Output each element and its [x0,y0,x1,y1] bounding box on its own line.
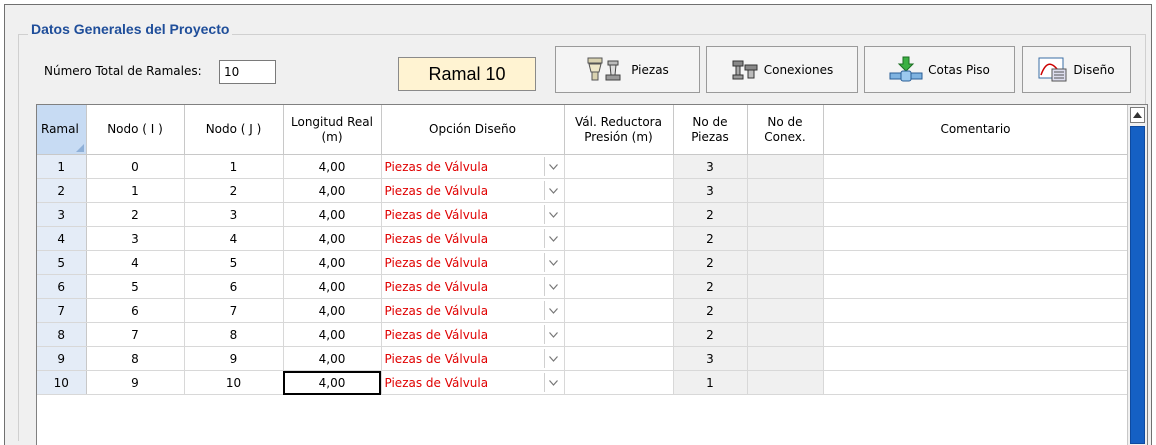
cell-longitud[interactable]: 4,00 [283,347,381,371]
table-row[interactable] [37,179,1128,203]
cell-opcion[interactable] [381,251,564,275]
opcion-value: Piezas de Válvula [384,375,489,390]
cell-comentario[interactable] [823,347,1128,371]
cell-nodo-j[interactable]: 4 [184,227,283,251]
vertical-scrollbar[interactable] [1127,105,1147,445]
cell-piezas[interactable]: 3 [673,179,747,203]
cell-nodo-i[interactable]: 7 [86,323,184,347]
table-row[interactable] [37,299,1128,323]
cell-conexiones[interactable] [747,371,823,395]
cell-ramal: 6 [37,275,86,299]
cell-opcion[interactable] [381,155,564,179]
cell-nodo-j[interactable]: 2 [184,179,283,203]
cell-valvula[interactable] [564,179,673,203]
opcion-value: Piezas de Válvula [384,351,489,366]
cell-longitud[interactable]: 4,00 [283,155,381,179]
cell-ramal: 7 [37,299,86,323]
cell-ramal: 1 [37,155,86,179]
cell-valvula[interactable] [564,347,673,371]
piezas-button[interactable] [555,46,700,93]
ramales-table [37,105,1129,395]
chevron-down-icon[interactable] [544,301,563,320]
cell-valvula[interactable] [564,299,673,323]
cell-longitud[interactable]: 4,00 [283,179,381,203]
cell-nodo-i[interactable]: 9 [86,371,184,395]
opcion-value: Piezas de Válvula [384,327,489,342]
cell-opcion[interactable] [381,299,564,323]
cell-conexiones[interactable] [747,323,823,347]
opcion-value: Piezas de Válvula [384,231,489,246]
cell-nodo-i[interactable]: 3 [86,227,184,251]
cell-piezas[interactable]: 2 [673,227,747,251]
opcion-value: Piezas de Válvula [384,183,489,198]
cell-opcion[interactable] [381,347,564,371]
chevron-down-icon[interactable] [544,181,563,200]
scroll-thumb[interactable] [1130,126,1145,444]
table-row[interactable] [37,227,1128,251]
cell-nodo-i[interactable]: 8 [86,347,184,371]
total-ramales-label: Número Total de Ramales: [44,64,202,78]
cell-comentario[interactable] [823,179,1128,203]
diseno-button-label: Diseño [1073,62,1115,77]
cell-opcion[interactable] [381,371,564,395]
col-header-ramal[interactable]: Ramal [37,105,86,155]
cell-piezas[interactable]: 3 [673,155,747,179]
cell-nodo-j[interactable]: 8 [184,323,283,347]
col-header-nodo-i[interactable]: Nodo ( I ) [86,105,184,155]
cell-nodo-i[interactable]: 5 [86,275,184,299]
diseno-button[interactable] [1022,46,1131,93]
scroll-up-icon[interactable] [1130,107,1145,123]
cell-piezas[interactable]: 2 [673,251,747,275]
cotas-piso-button-label: Cotas Piso [928,62,990,77]
cell-longitud[interactable]: 4,00 [283,275,381,299]
col-header-nodo-j[interactable]: Nodo ( J ) [184,105,283,155]
conexiones-button[interactable] [706,46,858,93]
opcion-value: Piezas de Válvula [384,255,489,270]
cell-nodo-j[interactable]: 3 [184,203,283,227]
chevron-down-icon[interactable] [544,205,563,224]
cell-nodo-j[interactable]: 6 [184,275,283,299]
group-title: Datos Generales del Proyecto [28,21,232,37]
cell-nodo-i[interactable]: 1 [86,179,184,203]
cell-conexiones[interactable] [747,179,823,203]
cell-valvula[interactable] [564,203,673,227]
chevron-down-icon[interactable] [544,325,563,344]
cell-piezas[interactable]: 2 [673,299,747,323]
cell-piezas[interactable]: 2 [673,323,747,347]
cell-ramal: 3 [37,203,86,227]
cell-conexiones[interactable] [747,227,823,251]
cell-nodo-j[interactable]: 10 [184,371,283,395]
cell-ramal: 9 [37,347,86,371]
cell-longitud[interactable]: 4,00 [283,203,381,227]
cell-nodo-i[interactable]: 0 [86,155,184,179]
cell-conexiones[interactable] [747,299,823,323]
col-header-comentario[interactable]: Comentario [823,105,1128,155]
conexiones-button-label: Conexiones [763,62,834,77]
table-row[interactable] [37,275,1128,299]
cell-nodo-j[interactable]: 5 [184,251,283,275]
cell-valvula[interactable] [564,371,673,395]
cell-comentario[interactable] [823,203,1128,227]
cell-ramal: 5 [37,251,86,275]
cell-comentario[interactable] [823,371,1128,395]
col-header-longitud[interactable]: Longitud Real (m) [283,105,381,155]
cell-nodo-i[interactable]: 4 [86,251,184,275]
total-ramales-input[interactable]: 10 [219,60,276,84]
cell-comentario[interactable] [823,275,1128,299]
cell-comentario[interactable] [823,227,1128,251]
col-header-valvula[interactable]: Vál. Reductora Presión (m) [564,105,673,155]
opcion-value: Piezas de Válvula [384,303,489,318]
cell-nodo-j[interactable]: 9 [184,347,283,371]
cell-ramal: 2 [37,179,86,203]
table-row[interactable] [37,371,1128,395]
col-header-piezas[interactable]: No de Piezas [673,105,747,155]
cell-piezas[interactable]: 1 [673,371,747,395]
cell-opcion[interactable] [381,203,564,227]
cell-nodo-i[interactable]: 6 [86,299,184,323]
cell-ramal: 10 [37,371,86,395]
cell-longitud[interactable]: 4,00 [283,227,381,251]
cell-piezas[interactable]: 2 [673,203,747,227]
cell-longitud[interactable]: 4,00 [283,299,381,323]
col-header-conexiones[interactable]: No de Conex. [747,105,823,155]
table-row[interactable] [37,347,1128,371]
cell-opcion[interactable] [381,227,564,251]
cell-comentario[interactable] [823,251,1128,275]
cell-conexiones[interactable] [747,155,823,179]
cell-nodo-j[interactable]: 7 [184,299,283,323]
opcion-value: Piezas de Válvula [384,207,489,222]
cell-ramal: 8 [37,323,86,347]
curve-chart-icon [1038,57,1068,83]
table-row[interactable] [37,155,1128,179]
cell-valvula[interactable] [564,227,673,251]
cell-nodo-j[interactable]: 1 [184,155,283,179]
chevron-down-icon[interactable] [544,253,563,272]
sort-indicator-icon [76,144,84,152]
cell-nodo-i[interactable]: 2 [86,203,184,227]
chevron-down-icon[interactable] [544,349,563,368]
cell-conexiones[interactable] [747,203,823,227]
table-row[interactable] [37,251,1128,275]
table-row[interactable] [37,203,1128,227]
pipe-arrow-icon [889,55,923,85]
cell-longitud[interactable]: 4,00 [283,251,381,275]
cell-piezas[interactable]: 2 [673,275,747,299]
toilet-faucet-icon [586,55,626,85]
chevron-down-icon[interactable] [544,157,563,176]
ramales-grid[interactable] [36,104,1148,445]
cell-conexiones[interactable] [747,275,823,299]
cell-conexiones[interactable] [747,347,823,371]
cell-comentario[interactable] [823,299,1128,323]
cell-opcion[interactable] [381,275,564,299]
current-ramal-badge: Ramal 10 [398,57,536,91]
table-header-row [37,105,1128,155]
chevron-down-icon[interactable] [544,229,563,248]
cell-piezas[interactable]: 3 [673,347,747,371]
piezas-button-label: Piezas [631,62,669,77]
cell-longitud[interactable]: 4,00 [283,371,381,395]
chevron-down-icon[interactable] [544,277,563,296]
opcion-value: Piezas de Válvula [384,279,489,294]
pipe-fittings-icon [731,59,759,81]
cell-valvula[interactable] [564,275,673,299]
table-row[interactable] [37,323,1128,347]
cell-ramal: 4 [37,227,86,251]
cell-comentario[interactable] [823,155,1128,179]
cell-valvula[interactable] [564,323,673,347]
col-header-opcion[interactable]: Opción Diseño [381,105,564,155]
cell-comentario[interactable] [823,323,1128,347]
cell-opcion[interactable] [381,323,564,347]
chevron-down-icon[interactable] [544,373,563,392]
cotas-piso-button[interactable] [864,46,1015,93]
cell-conexiones[interactable] [747,251,823,275]
cell-valvula[interactable] [564,251,673,275]
opcion-value: Piezas de Válvula [384,159,489,174]
cell-valvula[interactable] [564,155,673,179]
cell-opcion[interactable] [381,179,564,203]
cell-longitud[interactable]: 4,00 [283,323,381,347]
